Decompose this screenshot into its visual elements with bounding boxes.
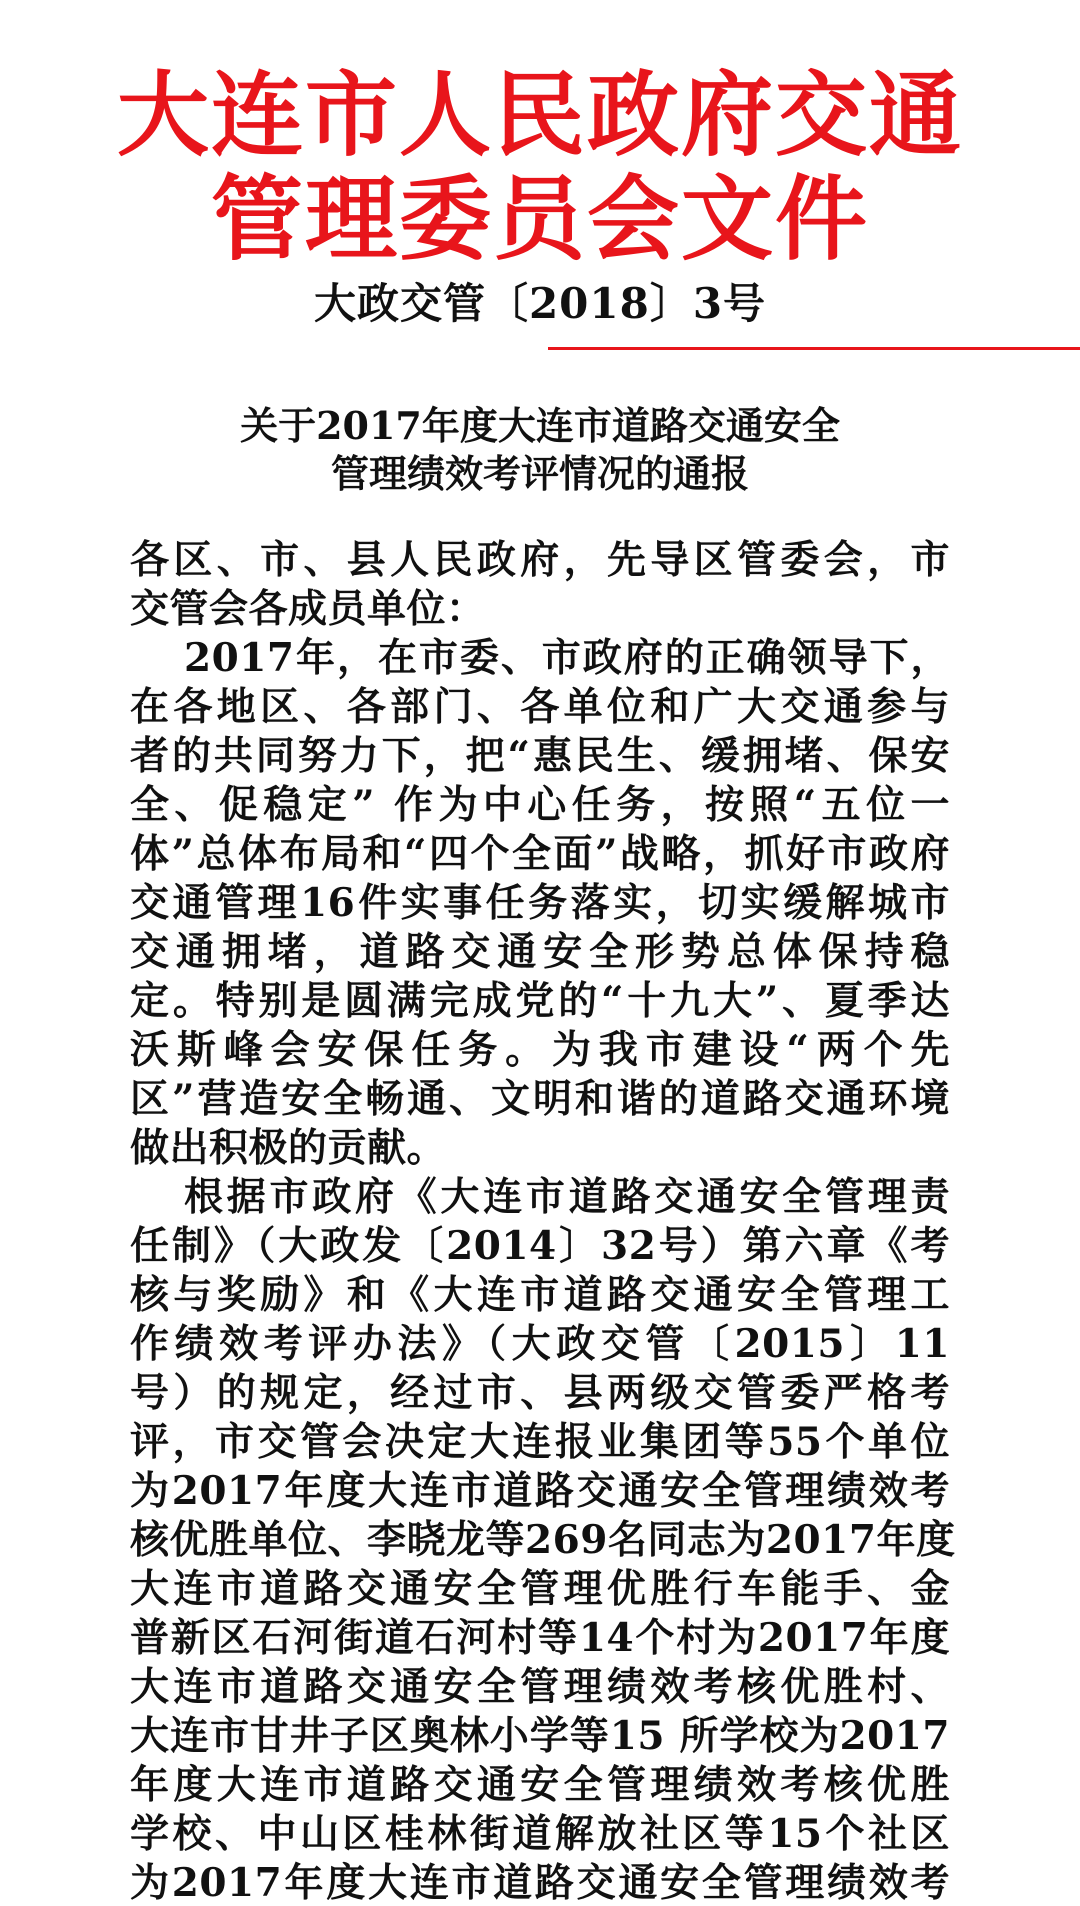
body-line: 大连市道路交通安全管理绩效考核优胜村、 (130, 1664, 950, 1710)
body-line: 交管会各成员单位： (130, 586, 486, 632)
body-line: 学校、中山区桂林街道解放社区等15个社区 (130, 1811, 950, 1857)
red-divider-line (548, 347, 1080, 350)
body-line: 全、促稳定” 作为中心任务，按照“五位一 (130, 782, 950, 828)
notice-title (0, 402, 1080, 498)
issuing-authority-header (0, 64, 1080, 272)
body-line: 作绩效考评办法》（大政交管〔2015〕11 (130, 1321, 950, 1367)
body-line: 者的共同努力下，把“惠民生、缓拥堵、保安 (130, 733, 950, 779)
body-line: 做出积极的贡献。 (130, 1125, 447, 1171)
body-line: 在各地区、各部门、各单位和广大交通参与 (130, 684, 950, 730)
document-number: 大政交管〔2018〕3号 (313, 279, 767, 328)
body-line: 核优胜单位、李晓龙等269名同志为2017年度 (130, 1517, 956, 1563)
notice-title-line-2: 管理绩效考评情况的通报 (330, 451, 749, 496)
body-line: 定。特别是圆满完成党的“十九大”、夏季达 (130, 978, 950, 1024)
header-title-line-2: 管理委员会文件 (210, 166, 869, 273)
body-line: 任制》（大政发〔2014〕32号）第六章《考 (130, 1223, 950, 1269)
body-line: 为2017年度大连市道路交通安全管理绩效考 (130, 1468, 950, 1514)
notice-title-line-1: 关于2017年度大连市道路交通安全 (240, 403, 840, 448)
body-line: 各区、市、县人民政府，先导区管委会，市 (130, 537, 950, 583)
body-line: 2017年，在市委、市政府的正确领导下， (184, 635, 950, 681)
body-line: 沃斯峰会安保任务。为我市建设“两个先 (130, 1027, 950, 1073)
body-line: 大连市道路交通安全管理优胜行车能手、金 (130, 1566, 950, 1612)
body-line: 根据市政府《大连市道路交通安全管理责 (184, 1174, 950, 1220)
body-line: 核与奖励》和《大连市道路交通安全管理工 (130, 1272, 950, 1318)
header-title-line-1: 大连市人民政府交通 (116, 62, 963, 169)
body-line: 交通拥堵，道路交通安全形势总体保持稳 (130, 929, 950, 975)
body-line: 评，市交管会决定大连报业集团等55个单位 (130, 1419, 950, 1465)
document-body (130, 536, 956, 1906)
body-line: 为2017年度大连市道路交通安全管理绩效考 (130, 1860, 950, 1906)
body-line: 普新区石河街道石河村等14个村为2017年度 (130, 1615, 950, 1661)
body-line: 号）的规定，经过市、县两级交管委严格考 (130, 1370, 950, 1416)
body-line: 交通管理16件实事任务落实，切实缓解城市 (130, 880, 950, 926)
body-line: 大连市甘井子区奥林小学等15 所学校为2017 (130, 1713, 950, 1759)
body-line: 区”营造安全畅通、文明和谐的道路交通环境 (130, 1076, 950, 1122)
body-line: 体”总体布局和“四个全面”战略，抓好市政府 (130, 831, 950, 877)
body-line: 年度大连市道路交通安全管理绩效考核优胜 (130, 1762, 950, 1808)
